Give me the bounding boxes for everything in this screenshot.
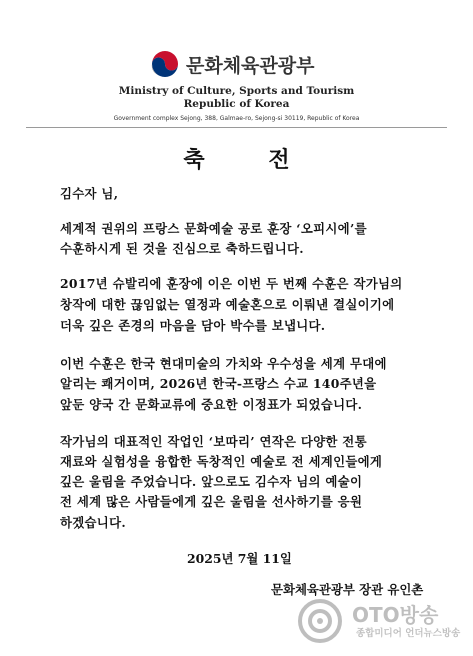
salutation: 김수자 님, bbox=[60, 186, 119, 201]
paragraph-4-line-1: 작가님의 대표적인 작업인 ‘보따리’ 연작은 다양한 전통 bbox=[60, 434, 367, 449]
paragraph-3-line-3: 앞둔 양국 간 문화교류에 중요한 이정표가 되었습니다. bbox=[60, 397, 363, 412]
document-title: 축 전 bbox=[183, 147, 318, 173]
agency-name-english: Ministry of Culture, Sports and Tourism bbox=[118, 85, 355, 97]
document-date: 2025년 7월 11일 bbox=[187, 551, 292, 566]
agency-country: Republic of Korea bbox=[183, 98, 290, 110]
agency-address: Government complex Sejong, 388, Galmae-ro, Sejong-si 30119, Republic of Korea bbox=[113, 115, 360, 122]
broadcaster-watermark bbox=[298, 597, 463, 647]
watermark-name: OTO방송 bbox=[352, 603, 439, 627]
agency-name-korean: 문화체육관광부 bbox=[186, 54, 315, 77]
paragraph-2-line-1: 2017년 슈발리에 훈장에 이은 이번 두 번째 수훈은 작가님의 bbox=[60, 276, 403, 291]
paragraph-1-line-1: 세계적 권위의 프랑스 문화예술 공로 훈장 ‘오피시에’를 bbox=[60, 221, 367, 236]
paragraph-4-line-4: 전 세계 많은 사람들에게 깊은 울림을 선사하기를 응원 bbox=[60, 494, 363, 509]
agency-logo bbox=[150, 44, 314, 84]
paragraph-4-line-5: 하겠습니다. bbox=[60, 515, 126, 530]
paragraph-2-line-3: 더욱 깊은 존경의 마음을 담아 박수를 보냅니다. bbox=[60, 318, 326, 333]
paragraph-3-line-1: 이번 수훈은 한국 현대미술의 가치와 우수성을 세계 무대에 bbox=[60, 356, 387, 371]
paragraph-3-line-2: 알리는 쾌거이며, 2026년 한국-프랑스 수교 140주년을 bbox=[60, 376, 377, 391]
taegeuk-emblem-icon bbox=[150, 49, 180, 79]
oto-logo-icon bbox=[298, 599, 342, 643]
paragraph-4-line-2: 재료와 실험성을 융합한 독창적인 예술로 전 세계인들에게 bbox=[60, 454, 383, 469]
header-divider bbox=[26, 127, 447, 128]
paragraph-2-line-2: 창작에 대한 끊임없는 열정과 예술혼으로 이뤄낸 결실이기에 bbox=[60, 297, 395, 312]
signer-name: 문화체육관광부 장관 유인촌 bbox=[271, 582, 424, 597]
watermark-subtitle: 종합미디어 언더뉴스방송 bbox=[356, 628, 461, 639]
paragraph-1-line-2: 수훈하시게 된 것을 진심으로 축하드립니다. bbox=[60, 241, 304, 256]
paragraph-4-line-3: 깊은 울림을 주었습니다. 앞으로도 김수자 님의 예술이 bbox=[60, 474, 363, 489]
